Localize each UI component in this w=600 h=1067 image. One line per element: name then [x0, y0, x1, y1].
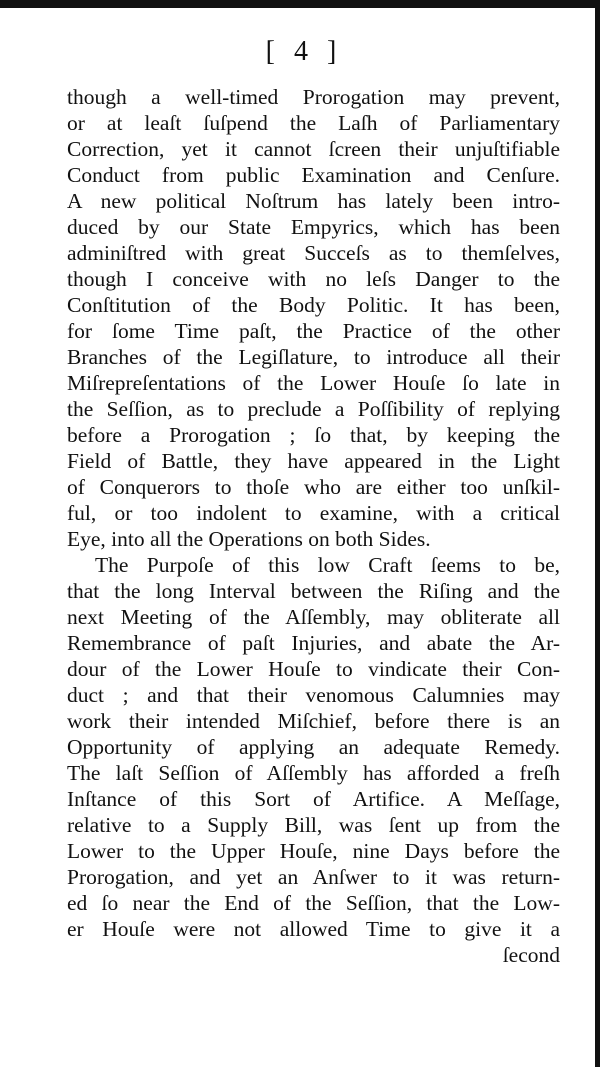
text-line: adminiſtred with great Succeſs as to themſelves, [67, 241, 560, 265]
text-line: Correction, yet it cannot ſcreen their unjuſtifiable [67, 137, 560, 161]
text-line: next Meeting of the Aſſembly, may obliterate all [67, 605, 560, 629]
catchword: ſecond [502, 943, 560, 967]
paragraph [67, 552, 560, 942]
text-line: of Conquerors to thoſe who are either too unſkil- [67, 475, 560, 499]
text-line: that the long Interval between the Riſing and the [67, 579, 560, 603]
text-line: duct ; and that their venomous Calumnies may [67, 683, 560, 707]
right-scan-border [595, 0, 600, 1067]
text-line: Inſtance of this Sort of Artifice. A Meſſage, [67, 787, 560, 811]
text-line: dour of the Lower Houſe to vindicate their Con- [67, 657, 560, 681]
text-line: or at leaſt ſuſpend the Laſh of Parliamentary [67, 111, 560, 135]
text-line: Conduct from public Examination and Cenſure. [67, 163, 560, 187]
text-line: though a well-timed Prorogation may prevent, [67, 85, 560, 109]
text-line: Remembrance of paſt Injuries, and abate the Ar- [67, 631, 560, 655]
text-line: before a Prorogation ; ſo that, by keeping the [67, 423, 560, 447]
text-line: Opportunity of applying an adequate Remedy. [67, 735, 560, 759]
text-line: ful, or too indolent to examine, with a critical [67, 501, 560, 525]
text-line: Lower to the Upper Houſe, nine Days before the [67, 839, 560, 863]
text-line: Field of Battle, they have appeared in the Light [67, 449, 560, 473]
text-line: work their intended Miſchief, before there is an [67, 709, 560, 733]
text-line: relative to a Supply Bill, was ſent up from the [67, 813, 560, 837]
text-line: though I conceive with no leſs Danger to the [67, 267, 560, 291]
text-line: Conſtitution of the Body Politic. It has been, [67, 293, 560, 317]
text-line: Eye, into all the Operations on both Sides. [67, 527, 431, 551]
page-number: [ 4 ] [265, 36, 343, 67]
text-line: er Houſe were not allowed Time to give it a [67, 917, 560, 941]
text-line: duced by our State Empyrics, which has been [67, 215, 560, 239]
top-scan-border [0, 0, 600, 8]
text-line: Branches of the Legiſlature, to introduce all their [67, 345, 560, 369]
text-line: Miſrepreſentations of the Lower Houſe ſo late in [67, 371, 560, 395]
text-line: ed ſo near the End of the Seſſion, that the Low- [67, 891, 560, 915]
text-line: A new political Noſtrum has lately been intro- [67, 189, 560, 213]
text-line: the Seſſion, as to preclude a Poſſibility of replying [67, 397, 560, 421]
text-line: for ſome Time paſt, the Practice of the other [67, 319, 560, 343]
text-line: The Purpoſe of this low Craft ſeems to be, [95, 553, 560, 577]
text-line: The laſt Seſſion of Aſſembly has afforded a freſh [67, 761, 560, 785]
paragraph [67, 84, 560, 552]
text-line: Prorogation, and yet an Anſwer to it was return- [67, 865, 560, 889]
body-text [67, 84, 560, 968]
